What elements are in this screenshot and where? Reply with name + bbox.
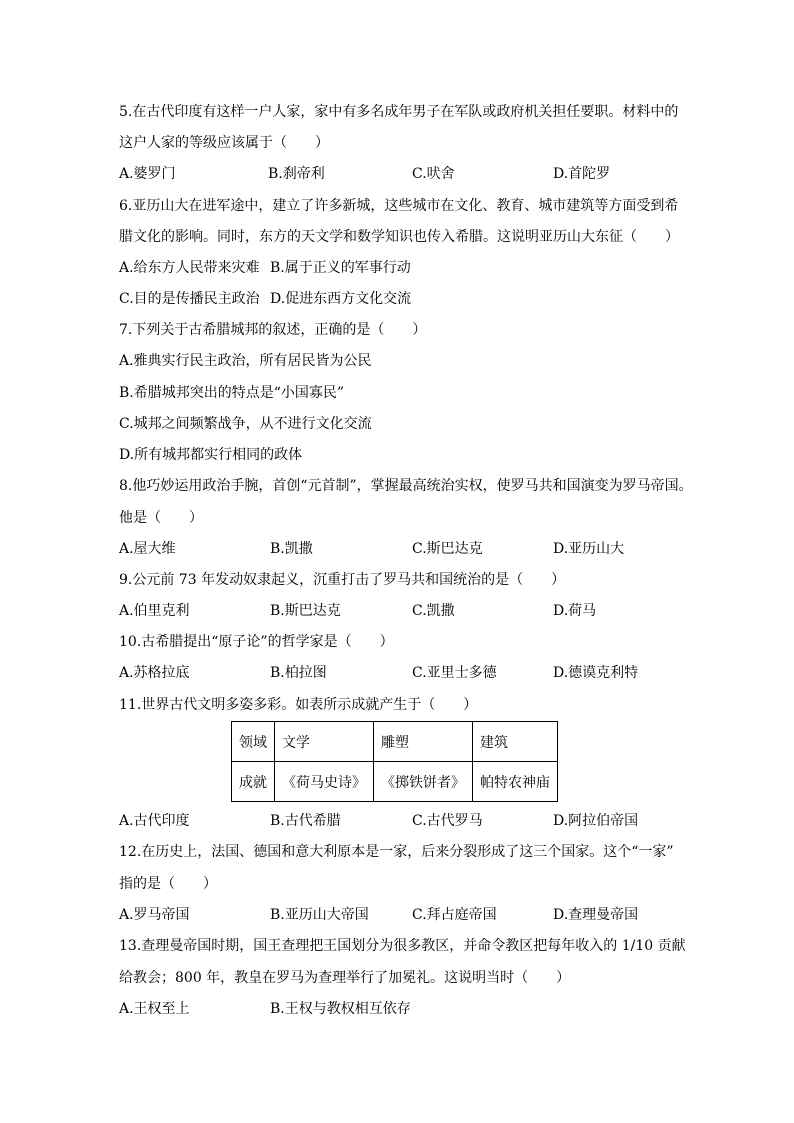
q8-option-b: B.凯撒	[270, 541, 313, 557]
q5-option-b: B.刹帝利	[268, 166, 325, 182]
q12-option-b: B.亚历山大帝国	[270, 907, 369, 923]
q8-option-d: D.亚历山大	[553, 541, 625, 557]
q10-option-b: B.柏拉图	[270, 665, 327, 681]
q13-stem-line2: 给教会；800 年，教皇在罗马为查理举行了加冕礼。这说明当时（ ）	[119, 970, 571, 986]
q9-option-d: D.荷马	[553, 603, 597, 619]
q6-option-b: B.属于正义的军事行动	[270, 260, 411, 276]
q5-stem-line1: 5.在古代印度有这样一户人家，家中有多名成年男子在军队或政府机关担任要职。材料中的	[119, 104, 679, 120]
q11-option-c: C.古代罗马	[412, 813, 483, 829]
q10-option-c: C.亚里士多德	[412, 665, 497, 681]
q8-option-c: C.斯巴达克	[412, 541, 483, 557]
q8-stem-line2: 他是（ ）	[119, 510, 203, 526]
q7-option-b: B.希腊城邦突出的特点是“小国寡民”	[119, 385, 345, 401]
q13-option-a: A.王权至上	[119, 1001, 190, 1017]
q12-option-a: A.罗马帝国	[119, 907, 190, 923]
table-cell: 建筑	[473, 722, 558, 762]
q13-option-b: B.王权与教权相互依存	[270, 1001, 411, 1017]
table-cell: 成就	[232, 762, 275, 802]
table-cell: 领域	[232, 722, 275, 762]
table-row	[232, 722, 558, 762]
table-cell: 帕特农神庙	[473, 762, 558, 802]
q6-stem-line2: 腊文化的影响。同时，东方的天文学和数学知识也传入希腊。这说明亚历山大东征（ ）	[119, 229, 679, 245]
table-cell: 《荷马史诗》	[275, 762, 374, 802]
q5-option-d: D.首陀罗	[553, 166, 611, 182]
q11-stem: 11.世界古代文明多姿多彩。如表所示成就产生于（ ）	[119, 697, 478, 713]
q6-option-d: D.促进东西方文化交流	[270, 291, 412, 307]
q6-stem-line1: 6.亚历山大在进军途中，建立了许多新城，这些城市在文化、教育、城市建筑等方面受到希	[119, 198, 679, 214]
q10-stem: 10.古希腊提出“原子论”的哲学家是（ ）	[119, 634, 394, 650]
q7-option-a: A.雅典实行民主政治，所有居民皆为公民	[119, 353, 372, 369]
q12-stem-line1: 12.在历史上，法国、德国和意大利原本是一家，后来分裂形成了这三个国家。这个“一家”	[119, 844, 674, 860]
q9-option-a: A.伯里克利	[119, 603, 190, 619]
q8-option-a: A.屋大维	[119, 541, 176, 557]
q5-option-a: A.婆罗门	[119, 166, 176, 182]
q6-option-c: C.目的是传播民主政治	[119, 291, 260, 307]
q13-stem-line1: 13.查理曼帝国时期，国王查理把王国划分为很多教区，并命令教区把每年收入的 1/10 贡献	[119, 938, 686, 954]
q12-option-d: D.查理曼帝国	[553, 907, 639, 923]
q9-option-c: C.凯撒	[412, 603, 455, 619]
q10-option-a: A.苏格拉底	[119, 665, 190, 681]
q7-option-d: D.所有城邦都实行相同的政体	[119, 447, 303, 463]
q5-stem-line2: 这户人家的等级应该属于（ ）	[119, 135, 329, 151]
q5-option-c: C.吠舍	[412, 166, 455, 182]
table-cell: 雕塑	[374, 722, 473, 762]
table-row	[232, 762, 558, 802]
q9-stem: 9.公元前 73 年发动奴隶起义，沉重打击了罗马共和国统治的是（ ）	[119, 572, 566, 588]
table-cell: 《掷铁饼者》	[374, 762, 473, 802]
q8-stem-line1: 8.他巧妙运用政治手腕，首创“元首制”，掌握最高统治实权，使罗马共和国演变为罗马帝国。	[119, 478, 693, 494]
q6-option-a: A.给东方人民带来灾难	[119, 260, 260, 276]
q11-option-a: A.古代印度	[119, 813, 190, 829]
q12-stem-line2: 指的是（ ）	[119, 876, 217, 892]
q12-option-c: C.拜占庭帝国	[412, 907, 497, 923]
q7-option-c: C.城邦之间频繁战争，从不进行文化交流	[119, 416, 372, 432]
q10-option-d: D.德谟克利特	[553, 665, 639, 681]
table-cell: 文学	[275, 722, 374, 762]
q7-stem: 7.下列关于古希腊城邦的叙述，正确的是（ ）	[119, 322, 427, 338]
achievement-table	[231, 721, 558, 802]
q11-option-b: B.古代希腊	[270, 813, 341, 829]
q11-option-d: D.阿拉伯帝国	[553, 813, 639, 829]
q9-option-b: B.斯巴达克	[270, 603, 341, 619]
